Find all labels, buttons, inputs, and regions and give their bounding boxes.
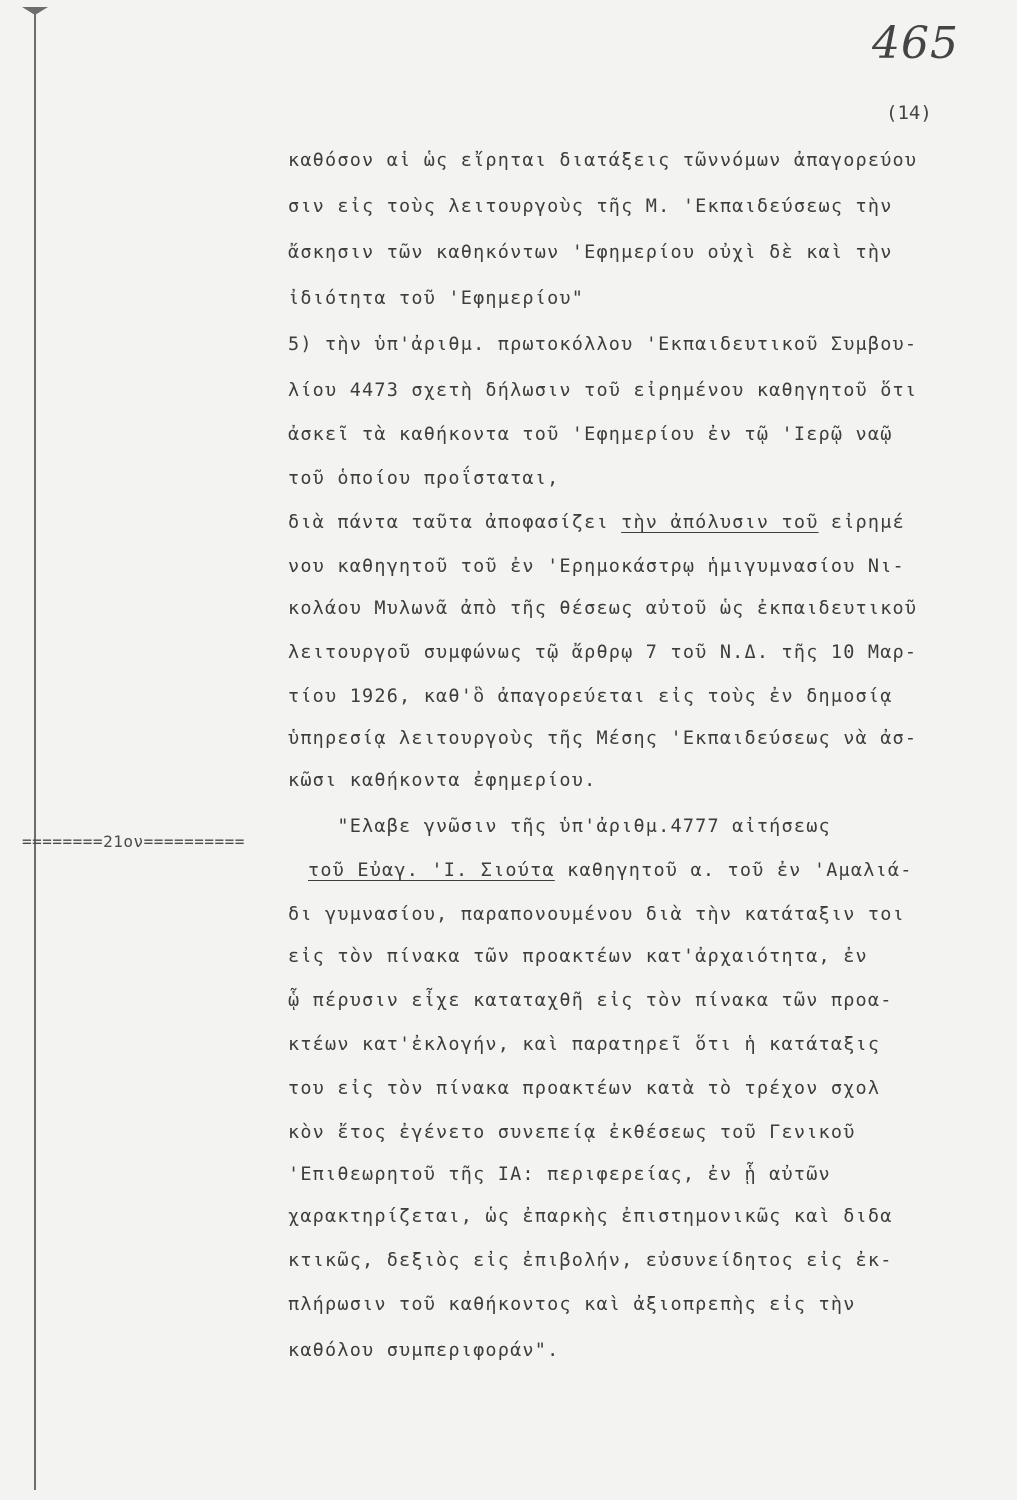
- margin-rule: [34, 14, 36, 1490]
- text-line: δι γυμνασίου, παραπονουμένου διὰ τὴν κατάταξιν τοι: [288, 904, 905, 925]
- text-line: τίου 1926, καθ'ὃ ἀπαγορεύεται εἰς τοὺς ἐν δημοσίᾳ: [288, 686, 893, 707]
- text-line: ὑπηρεσίᾳ λειτουργοὺς τῆς Μέσης 'Εκπαιδεύσεως νὰ ἀσ-: [288, 728, 918, 749]
- text-line: ἀσκεῖ τὰ καθήκοντα τοῦ 'Εφημερίου ἐν τῷ 'Ιερῷ ναῷ: [288, 424, 893, 445]
- text-line: κῶσι καθήκοντα ἐφημερίου.: [288, 770, 597, 791]
- margin-session-note: ========21ον==========: [22, 832, 245, 851]
- text-line: ᾧ πέρυσιν εἶχε καταταχθῆ εἰς τὸν πίνακα τῶν προα-: [288, 990, 893, 1011]
- underlined-name: τοῦ Εὐαγ. 'Ι. Σιούτα: [308, 860, 555, 881]
- underlined-phrase: τὴν ἀπόλυσιν τοῦ: [621, 512, 819, 533]
- text-line: ἄσκησιν τῶν καθηκόντων 'Εφημερίου οὐχὶ δὲ καὶ τὴν: [288, 242, 893, 263]
- text-line: κολάου Μυλωνᾶ ἀπὸ τῆς θέσεως αὐτοῦ ὡς ἐκπαιδευτικοῦ: [288, 598, 918, 619]
- section-number: (14): [886, 102, 932, 124]
- text-line: κτέων κατ'ἐκλογήν, καὶ παρατηρεῖ ὅτι ἡ κατάταξις: [288, 1034, 881, 1055]
- text-line: "Ελαβε γνῶσιν τῆς ὑπ'ἀριθμ.4777 αἰτήσεως: [288, 816, 831, 837]
- text-line: 5) τὴν ὑπ'ἀριθμ. πρωτοκόλλου 'Εκπαιδευτικοῦ Συμβου-: [288, 334, 918, 355]
- text-line: καθόλου συμπεριφοράν".: [288, 1340, 560, 1361]
- text-line: λειτουργοῦ συμφώνως τῷ ἄρθρῳ 7 τοῦ Ν.Δ. τῆς 10 Μαρ-: [288, 642, 918, 663]
- handwritten-page-number: 465: [872, 18, 959, 69]
- text-line: πλήρωσιν τοῦ καθήκοντος καὶ ἀξιοπρεπὴς εἰς τὴν: [288, 1294, 856, 1315]
- text-line: τοῦ Εὐαγ. 'Ι. Σιούτα καθηγητοῦ α. τοῦ ἐν 'Αμαλιά-: [308, 860, 913, 881]
- text-line: νου καθηγητοῦ τοῦ ἐν 'Ερημοκάστρῳ ἡμιγυμνασίου Νι-: [288, 556, 905, 577]
- text-line: 'Επιθεωρητοῦ τῆς ΙΑ: περιφερείας, ἐν ᾗ αὐτῶν: [288, 1164, 831, 1185]
- text-line: λίου 4473 σχετὴ δήλωσιν τοῦ εἰρημένου καθηγητοῦ ὅτι: [288, 380, 918, 401]
- text-line: σιν εἰς τοὺς λειτουργοὺς τῆς Μ. 'Εκπαιδεύσεως τὴν: [288, 196, 893, 217]
- text-line: διὰ πάντα ταῦτα ἀποφασίζει τὴν ἀπόλυσιν τοῦ εἰρημέ: [288, 512, 905, 533]
- text-line: κτικῶς, δεξιὸς εἰς ἐπιβολήν, εὐσυνείδητος εἰς ἐκ-: [288, 1250, 893, 1271]
- text-line: ἰδιότητα τοῦ 'Εφημερίου": [288, 288, 585, 309]
- text-line: εἰς τὸν πίνακα τῶν προακτέων κατ'ἀρχαιότητα, ἐν: [288, 946, 868, 967]
- text-line: χαρακτηρίζεται, ὡς ἐπαρκὴς ἐπιστημονικῶς καὶ διδα: [288, 1206, 893, 1227]
- margin-tick-mark: [22, 6, 48, 16]
- text-line: τοῦ ὁποίου προΐσταται,: [288, 468, 560, 489]
- text-line: καθόσον αἱ ὡς εἴρηται διατάξεις τῶννόμων ἀπαγορεύου: [288, 150, 918, 171]
- text-line: κὸν ἔτος ἐγένετο συνεπείᾳ ἐκθέσεως τοῦ Γενικοῦ: [288, 1122, 856, 1143]
- text-line: του εἰς τὸν πίνακα προακτέων κατὰ τὸ τρέχον σχολ: [288, 1078, 881, 1099]
